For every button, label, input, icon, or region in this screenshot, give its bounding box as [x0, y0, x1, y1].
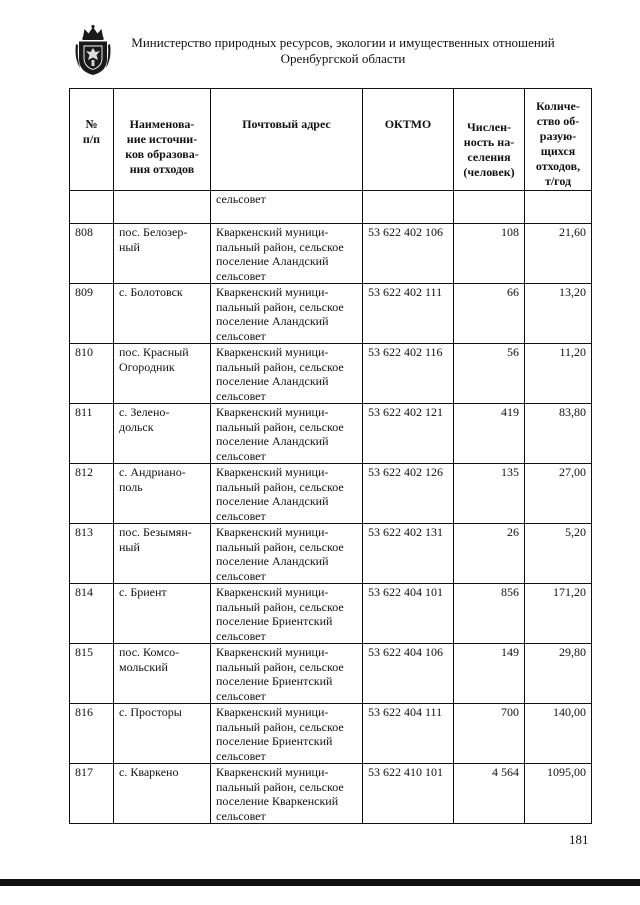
ministry-name-line2: Оренбургской области	[280, 51, 406, 66]
row-number: 813	[70, 524, 114, 584]
postal-address: Кваркенский муници- пальный район, сельское поселение Бриентский сельсовет	[211, 704, 363, 764]
oktmo-code: 53 622 402 106	[363, 224, 454, 284]
table-row	[70, 284, 592, 344]
population-count: 56	[454, 344, 525, 404]
waste-amount: 13,20	[525, 284, 592, 344]
table-row	[70, 764, 592, 824]
table-row	[70, 584, 592, 644]
settlement-name: пос. Безымян- ный	[114, 524, 211, 584]
oktmo-code: 53 622 410 101	[363, 764, 454, 824]
waste-amount: 5,20	[525, 524, 592, 584]
waste-amount: 171,20	[525, 584, 592, 644]
table-row	[70, 524, 592, 584]
oktmo-code: 53 622 402 111	[363, 284, 454, 344]
table-row	[70, 344, 592, 404]
waste-amount	[525, 191, 592, 224]
population-count	[454, 191, 525, 224]
settlement-name: с. Просторы	[114, 704, 211, 764]
table-row	[70, 644, 592, 704]
postal-address: Кваркенский муници- пальный район, сельское поселение Аландский сельсовет	[211, 284, 363, 344]
settlement-name: пос. Красный Огородник	[114, 344, 211, 404]
oktmo-code: 53 622 404 111	[363, 704, 454, 764]
ministry-name-line1: Министерство природных ресурсов, экологии и имущественных отношений	[131, 35, 555, 50]
col-header-source-name: Наименова- ние источни- ков образова- ния отходов	[114, 89, 211, 191]
col-header-postal-address: Почтовый адрес	[211, 89, 363, 191]
table-row	[70, 224, 592, 284]
population-count: 108	[454, 224, 525, 284]
postal-address: Кваркенский муници- пальный район, сельское поселение Аландский сельсовет	[211, 524, 363, 584]
page-number: 181	[569, 832, 589, 847]
table-row	[70, 464, 592, 524]
row-number: 817	[70, 764, 114, 824]
population-count: 66	[454, 284, 525, 344]
population-count: 149	[454, 644, 525, 704]
row-number	[70, 191, 114, 224]
col-header-number: № п/п	[70, 89, 114, 191]
settlement-name: с. Кваркено	[114, 764, 211, 824]
table-row	[70, 704, 592, 764]
col-header-population: Числен- ность на- селения (человек)	[454, 89, 525, 191]
row-number: 808	[70, 224, 114, 284]
postal-address: сельсовет	[211, 191, 363, 224]
waste-amount: 21,60	[525, 224, 592, 284]
waste-sources-table	[69, 88, 592, 824]
row-number: 812	[70, 464, 114, 524]
waste-amount: 140,00	[525, 704, 592, 764]
population-count: 26	[454, 524, 525, 584]
settlement-name: с. Болотовск	[114, 284, 211, 344]
postal-address: Кваркенский муници- пальный район, сельское поселение Аландский сельсовет	[211, 344, 363, 404]
settlement-name: пос. Комсо- мольский	[114, 644, 211, 704]
population-count: 4 564	[454, 764, 525, 824]
row-number: 814	[70, 584, 114, 644]
bottom-scan-bar	[0, 879, 640, 886]
waste-amount: 11,20	[525, 344, 592, 404]
oktmo-code: 53 622 402 131	[363, 524, 454, 584]
postal-address: Кваркенский муници- пальный район, сельское поселение Бриентский сельсовет	[211, 584, 363, 644]
settlement-name: с. Зелено- дольск	[114, 404, 211, 464]
ministry-header	[96, 35, 590, 67]
settlement-name: пос. Белозер- ный	[114, 224, 211, 284]
col-header-waste-amount: Количе- ство об- разую- щихся отходов, т/год	[525, 89, 592, 191]
row-number: 816	[70, 704, 114, 764]
postal-address: Кваркенский муници- пальный район, сельское поселение Бриентский сельсовет	[211, 644, 363, 704]
table-header-row	[70, 89, 592, 191]
population-count: 856	[454, 584, 525, 644]
row-number: 811	[70, 404, 114, 464]
waste-amount: 29,80	[525, 644, 592, 704]
oktmo-code: 53 622 402 116	[363, 344, 454, 404]
postal-address: Кваркенский муници- пальный район, сельское поселение Аландский сельсовет	[211, 224, 363, 284]
oktmo-code: 53 622 404 101	[363, 584, 454, 644]
waste-amount: 83,80	[525, 404, 592, 464]
col-header-oktmo: ОКТМО	[363, 89, 454, 191]
waste-amount: 27,00	[525, 464, 592, 524]
settlement-name	[114, 191, 211, 224]
population-count: 419	[454, 404, 525, 464]
waste-amount: 1095,00	[525, 764, 592, 824]
table-row	[70, 404, 592, 464]
population-count: 700	[454, 704, 525, 764]
settlement-name: с. Андриано- поль	[114, 464, 211, 524]
oktmo-code: 53 622 402 121	[363, 404, 454, 464]
row-number: 810	[70, 344, 114, 404]
row-number: 809	[70, 284, 114, 344]
oktmo-code	[363, 191, 454, 224]
postal-address: Кваркенский муници- пальный район, сельское поселение Кваркенский сельсовет	[211, 764, 363, 824]
oktmo-code: 53 622 402 126	[363, 464, 454, 524]
postal-address: Кваркенский муници- пальный район, сельское поселение Аландский сельсовет	[211, 404, 363, 464]
oktmo-code: 53 622 404 106	[363, 644, 454, 704]
population-count: 135	[454, 464, 525, 524]
row-number: 815	[70, 644, 114, 704]
table-row-continuation	[70, 191, 592, 224]
settlement-name: с. Бриент	[114, 584, 211, 644]
postal-address: Кваркенский муници- пальный район, сельское поселение Аландский сельсовет	[211, 464, 363, 524]
